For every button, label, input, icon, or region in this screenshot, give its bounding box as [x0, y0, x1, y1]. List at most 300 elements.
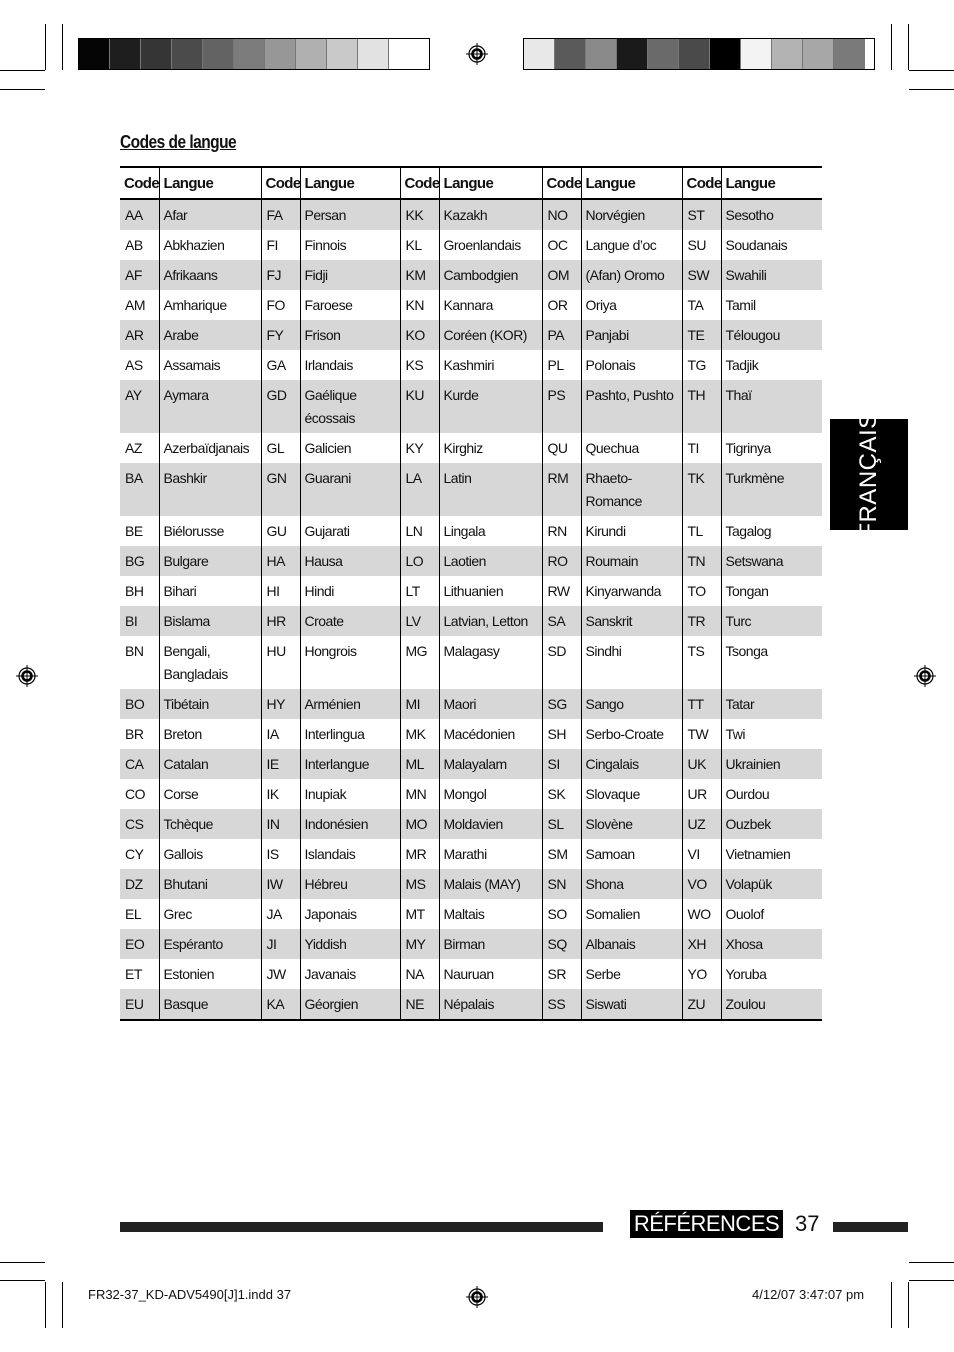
- language-name-cell: Turc: [721, 606, 822, 636]
- language-code-cell: BR: [120, 719, 159, 749]
- language-name-cell: Bengali, Bangladais: [159, 636, 261, 689]
- header-langue: Langue: [721, 167, 822, 199]
- print-slug-file: FR32-37_KD-ADV5490[J]1.indd 37: [88, 1287, 292, 1302]
- language-name-cell: Lingala: [439, 516, 542, 546]
- language-name-cell: Gujarati: [300, 516, 400, 546]
- language-code-cell: WO: [682, 899, 721, 929]
- language-code-cell: FO: [261, 290, 300, 320]
- language-code-cell: RN: [542, 516, 581, 546]
- language-name-cell: Gallois: [159, 839, 261, 869]
- header-code: Code: [400, 167, 439, 199]
- language-name-cell: Mongol: [439, 779, 542, 809]
- language-code-cell: AB: [120, 230, 159, 260]
- language-name-cell: Gaélique écossais: [300, 380, 400, 433]
- language-name-cell: Maori: [439, 689, 542, 719]
- color-swatch: [79, 39, 110, 69]
- language-code-cell: TK: [682, 463, 721, 516]
- color-bar-left: [78, 38, 430, 70]
- header-langue: Langue: [300, 167, 400, 199]
- language-code-cell: VI: [682, 839, 721, 869]
- language-name-cell: Ourdou: [725, 786, 770, 802]
- language-name-cell: Finnois: [300, 230, 400, 260]
- header-code: Code: [542, 167, 581, 199]
- language-code-cell: EU: [120, 989, 159, 1020]
- language-name-cell: Népalais: [439, 989, 542, 1020]
- crop-mark: [909, 89, 954, 90]
- language-name-cell: Polonais: [581, 350, 682, 380]
- color-swatch: [710, 39, 741, 69]
- registration-mark-icon: [466, 1286, 488, 1308]
- language-code-cell: ML: [400, 749, 439, 779]
- color-swatch: [524, 39, 555, 69]
- language-code-cell: AF: [120, 260, 159, 290]
- language-code-cell: BN: [120, 636, 159, 689]
- language-name-cell: Grec: [159, 899, 261, 929]
- language-code-cell: SK: [542, 779, 581, 809]
- language-name-cell: Marathi: [439, 839, 542, 869]
- language-code-cell: NE: [400, 989, 439, 1020]
- language-name-cell: Indonésien: [300, 809, 400, 839]
- language-code-cell: SI: [542, 749, 581, 779]
- language-name-cell: Yiddish: [300, 929, 400, 959]
- language-name-cell: Kurde: [439, 380, 542, 433]
- language-code-cell: TG: [682, 350, 721, 380]
- language-name-cell: Coréen (KOR): [439, 320, 542, 350]
- language-code-cell: IE: [261, 749, 300, 779]
- language-code-cell: KU: [400, 380, 439, 433]
- language-name-cell: Guarani: [300, 463, 400, 516]
- language-code-cell: SQ: [542, 929, 581, 959]
- crop-mark: [0, 1262, 45, 1263]
- language-name-cell: Sindhi: [581, 636, 682, 689]
- language-name-cell: Géorgien: [300, 989, 400, 1020]
- language-code-cell: SG: [542, 689, 581, 719]
- language-code-cell: TR: [682, 606, 721, 636]
- language-name-cell: Kinyarwanda: [581, 576, 682, 606]
- language-name-cell: Maltais: [439, 899, 542, 929]
- language-code-cell: KN: [400, 290, 439, 320]
- language-name-cell: Thaï: [721, 380, 822, 433]
- language-name-cell: Oriya: [581, 290, 682, 320]
- language-code-cell: SN: [542, 869, 581, 899]
- table-row: [120, 606, 822, 636]
- language-code-cell: TL: [682, 516, 721, 546]
- color-swatch: [110, 39, 141, 69]
- table-row: [120, 199, 822, 230]
- table-row: [120, 320, 822, 350]
- language-code-cell: JW: [261, 959, 300, 989]
- language-name-cell: Kannara: [439, 290, 542, 320]
- language-name-cell: Sanskrit: [581, 606, 682, 636]
- language-name-cell: Basque: [159, 989, 261, 1020]
- language-name-cell: Télougou: [721, 320, 822, 350]
- table-row: [120, 929, 822, 959]
- language-name-cell: Tamil: [725, 297, 756, 313]
- table-row: [120, 350, 822, 380]
- language-code-cell: SD: [542, 636, 581, 689]
- language-code-cell: SW: [682, 260, 721, 290]
- language-name-cell: Yoruba: [725, 966, 767, 982]
- footer-rule: [120, 1222, 603, 1232]
- language-name-cell: Kirghiz: [439, 433, 542, 463]
- language-code-cell: BA: [120, 463, 159, 516]
- language-name-cell: Amharique: [159, 290, 261, 320]
- color-swatch: [327, 39, 358, 69]
- language-name-cell: Kazakh: [439, 199, 542, 230]
- language-code-cell: RW: [542, 576, 581, 606]
- language-name-cell: Hongrois: [300, 636, 400, 689]
- language-name-cell: Hindi: [300, 576, 400, 606]
- language-name-cell: Catalan: [159, 749, 261, 779]
- table-row: [120, 380, 822, 433]
- language-code-cell: JA: [261, 899, 300, 929]
- language-code-cell: HY: [261, 689, 300, 719]
- language-name-cell: Langue d’oc: [581, 230, 682, 260]
- language-name-cell: Rhaeto-Romance: [581, 463, 682, 516]
- language-name-cell: Afrikaans: [159, 260, 261, 290]
- header-code: Code: [120, 167, 159, 199]
- table-row: [120, 749, 822, 779]
- language-code-cell: JI: [261, 929, 300, 959]
- table-row: [120, 959, 822, 989]
- language-code-cell: TH: [682, 380, 721, 433]
- language-code-cell: ST: [682, 199, 721, 230]
- language-code-cell: IS: [261, 839, 300, 869]
- language-code-cell: CO: [120, 779, 159, 809]
- language-code-cell: IK: [261, 779, 300, 809]
- language-side-tab: [830, 411, 908, 538]
- header-code: Code: [261, 167, 300, 199]
- language-name-cell: Swahili: [721, 260, 822, 290]
- language-name-cell: Somalien: [581, 899, 682, 929]
- language-name-cell: Biélorusse: [159, 516, 261, 546]
- crop-mark: [0, 89, 45, 90]
- language-name-cell: Tatar: [721, 689, 822, 719]
- table-row: [120, 899, 822, 929]
- language-code-cell: KY: [400, 433, 439, 463]
- crop-mark: [909, 1280, 954, 1281]
- language-name-cell: Bashkir: [159, 463, 261, 516]
- language-name-cell: Tongan: [725, 583, 769, 599]
- language-code-cell: QU: [542, 433, 581, 463]
- crop-mark: [891, 1282, 892, 1328]
- table-row: [120, 779, 822, 809]
- language-code-cell: BO: [120, 689, 159, 719]
- table-row: [120, 839, 822, 869]
- color-swatch: [203, 39, 234, 69]
- language-name-cell: Tchèque: [159, 809, 261, 839]
- language-code-cell: VO: [682, 869, 721, 899]
- crop-mark: [909, 1262, 954, 1263]
- language-name-cell: Azerbaïdjanais: [159, 433, 261, 463]
- language-name-cell: Estonien: [159, 959, 261, 989]
- language-code-cell: GD: [261, 380, 300, 433]
- language-name-cell: Inupiak: [300, 779, 400, 809]
- language-name-cell: Bislama: [159, 606, 261, 636]
- language-name-cell: Sesotho: [721, 199, 822, 230]
- header-code: Code: [682, 167, 721, 199]
- language-name-cell: Fidji: [300, 260, 400, 290]
- language-name-cell: Afar: [159, 199, 261, 230]
- language-code-cell: LN: [400, 516, 439, 546]
- language-name-cell: Ouzbek: [721, 809, 822, 839]
- language-code-cell: IN: [261, 809, 300, 839]
- language-name-cell: Macédonien: [439, 719, 542, 749]
- language-name-cell: Serbe: [581, 959, 682, 989]
- color-swatch: [265, 39, 296, 69]
- header-langue: Langue: [581, 167, 682, 199]
- registration-mark-icon: [914, 665, 936, 687]
- color-swatch: [741, 39, 772, 69]
- language-name-cell: Japonais: [300, 899, 400, 929]
- language-code-cell: IW: [261, 869, 300, 899]
- language-code-cell: KA: [261, 989, 300, 1020]
- color-swatch: [358, 39, 389, 69]
- color-swatch: [586, 39, 617, 69]
- table-row: [120, 463, 822, 516]
- language-code-cell: SO: [542, 899, 581, 929]
- language-name-cell: Frison: [300, 320, 400, 350]
- language-name-cell: Interlingua: [300, 719, 400, 749]
- language-code-cell: GN: [261, 463, 300, 516]
- language-code-cell: MI: [400, 689, 439, 719]
- language-code-cell: AY: [120, 380, 159, 433]
- language-code-cell: BH: [120, 576, 159, 606]
- language-name-cell: Cambodgien: [439, 260, 542, 290]
- table-row: [120, 636, 822, 689]
- crop-mark: [45, 1282, 46, 1328]
- language-code-cell: FA: [261, 199, 300, 230]
- language-name-cell: Bihari: [159, 576, 261, 606]
- language-name-cell: Corse: [159, 779, 261, 809]
- language-code-cell: SL: [542, 809, 581, 839]
- page-number: 37: [795, 1211, 820, 1236]
- language-name-cell: Setswana: [721, 546, 822, 576]
- language-name-cell: Croate: [300, 606, 400, 636]
- crop-mark: [891, 24, 892, 70]
- language-code-cell: TS: [682, 636, 721, 689]
- language-code-cell: KO: [400, 320, 439, 350]
- table-row: [120, 433, 822, 463]
- language-name-cell: Malayalam: [439, 749, 542, 779]
- language-code-cell: RO: [542, 546, 581, 576]
- registration-mark-icon: [466, 43, 488, 65]
- language-name-cell: Hébreu: [300, 869, 400, 899]
- language-code-cell: EO: [120, 929, 159, 959]
- table-row: [120, 719, 822, 749]
- language-name-cell: Twi: [725, 726, 745, 742]
- language-name-cell: Tsonga: [725, 643, 768, 659]
- language-code-cell: UZ: [682, 809, 721, 839]
- language-code-cell: TO: [682, 576, 721, 606]
- language-code-cell: TE: [682, 320, 721, 350]
- language-code-cell: PA: [542, 320, 581, 350]
- language-code-cell: HR: [261, 606, 300, 636]
- table-row: [120, 576, 822, 606]
- language-name-cell: Latin: [439, 463, 542, 516]
- language-code-cell: TT: [682, 689, 721, 719]
- language-code-cell: RM: [542, 463, 581, 516]
- color-swatch: [555, 39, 586, 69]
- language-code-cell: LO: [400, 546, 439, 576]
- print-slug-date: 4/12/07 3:47:07 pm: [752, 1287, 865, 1302]
- language-name-cell: Albanais: [581, 929, 682, 959]
- language-code-cell: GL: [261, 433, 300, 463]
- language-code-cell: LV: [400, 606, 439, 636]
- table-row: [120, 869, 822, 899]
- language-code-cell: UR: [682, 779, 721, 809]
- table-row: [120, 516, 822, 546]
- side-tab-label: FRANÇAIS: [855, 411, 882, 538]
- language-name-cell: Interlangue: [300, 749, 400, 779]
- language-code-cell: BI: [120, 606, 159, 636]
- color-swatch: [679, 39, 710, 69]
- language-code-cell: FY: [261, 320, 300, 350]
- language-code-cell: BE: [120, 516, 159, 546]
- language-name-cell: Javanais: [300, 959, 400, 989]
- language-name-cell: Aymara: [159, 380, 261, 433]
- language-name-cell: Galicien: [300, 433, 400, 463]
- language-code-cell: PL: [542, 350, 581, 380]
- language-code-cell: MG: [400, 636, 439, 689]
- language-code-cell: SM: [542, 839, 581, 869]
- language-code-cell: GA: [261, 350, 300, 380]
- language-code-cell: CS: [120, 809, 159, 839]
- language-code-cell: TN: [682, 546, 721, 576]
- language-code-cell: EL: [120, 899, 159, 929]
- language-code-cell: TI: [682, 433, 721, 463]
- language-code-cell: ET: [120, 959, 159, 989]
- language-code-cell: AM: [120, 290, 159, 320]
- language-code-cell: SU: [682, 230, 721, 260]
- language-code-table: [120, 166, 822, 1021]
- section-label: RÉFÉRENCES: [630, 1210, 783, 1238]
- language-code-cell: LA: [400, 463, 439, 516]
- language-code-cell: PS: [542, 380, 581, 433]
- language-code-cell: YO: [682, 959, 721, 989]
- color-swatch: [803, 39, 834, 69]
- language-code-cell: MR: [400, 839, 439, 869]
- language-code-cell: NO: [542, 199, 581, 230]
- language-name-cell: Groenlandais: [439, 230, 542, 260]
- language-code-cell: UK: [682, 749, 721, 779]
- language-name-cell: Breton: [159, 719, 261, 749]
- table-header-row: [120, 167, 822, 199]
- language-name-cell: Malagasy: [439, 636, 542, 689]
- language-name-cell: Tagalog: [725, 523, 772, 539]
- color-swatch: [234, 39, 265, 69]
- language-code-cell: AZ: [120, 433, 159, 463]
- crop-mark: [908, 24, 909, 70]
- language-code-cell: CY: [120, 839, 159, 869]
- language-name-cell: Persan: [300, 199, 400, 230]
- language-name-cell: Serbo-Croate: [581, 719, 682, 749]
- language-code-cell: XH: [682, 929, 721, 959]
- language-name-cell: Pashto, Pushto: [581, 380, 682, 433]
- language-name-cell: Espéranto: [159, 929, 261, 959]
- color-swatch: [648, 39, 679, 69]
- table-row: [120, 230, 822, 260]
- language-code-cell: SH: [542, 719, 581, 749]
- table-row: [120, 689, 822, 719]
- language-name-cell: Kirundi: [581, 516, 682, 546]
- language-code-cell: GU: [261, 516, 300, 546]
- language-code-cell: IA: [261, 719, 300, 749]
- language-name-cell: Arménien: [300, 689, 400, 719]
- language-name-cell: Samoan: [581, 839, 682, 869]
- header-langue: Langue: [159, 167, 261, 199]
- language-code-cell: HU: [261, 636, 300, 689]
- language-name-cell: Tadjik: [725, 357, 759, 373]
- language-code-cell: KL: [400, 230, 439, 260]
- registration-mark-icon: [16, 665, 38, 687]
- language-code-cell: BG: [120, 546, 159, 576]
- language-name-cell: Soudanais: [725, 237, 788, 253]
- language-code-cell: MS: [400, 869, 439, 899]
- language-name-cell: Xhosa: [721, 929, 822, 959]
- language-code-cell: OC: [542, 230, 581, 260]
- language-name-cell: Quechua: [581, 433, 682, 463]
- language-name-cell: Zoulou: [721, 989, 822, 1020]
- language-code-cell: MT: [400, 899, 439, 929]
- language-code-cell: SA: [542, 606, 581, 636]
- crop-mark: [62, 24, 63, 70]
- language-code-cell: FJ: [261, 260, 300, 290]
- language-name-cell: Ouolof: [725, 906, 764, 922]
- color-swatch: [617, 39, 648, 69]
- language-name-cell: Siswati: [581, 989, 682, 1020]
- language-code-cell: DZ: [120, 869, 159, 899]
- language-name-cell: Ukrainien: [721, 749, 822, 779]
- language-code-cell: MO: [400, 809, 439, 839]
- language-name-cell: Volapük: [721, 869, 822, 899]
- language-name-cell: Assamais: [159, 350, 261, 380]
- footer-rule: [833, 1222, 908, 1232]
- table-row: [120, 260, 822, 290]
- language-code-cell: KS: [400, 350, 439, 380]
- language-name-cell: Turkmène: [721, 463, 822, 516]
- language-code-cell: AA: [120, 199, 159, 230]
- header-langue: Langue: [439, 167, 542, 199]
- language-name-cell: (Afan) Oromo: [581, 260, 682, 290]
- language-code-cell: CA: [120, 749, 159, 779]
- language-name-cell: Cingalais: [581, 749, 682, 779]
- language-name-cell: Malais (MAY): [439, 869, 542, 899]
- language-name-cell: Arabe: [159, 320, 261, 350]
- page-title: Codes de langue: [120, 132, 237, 152]
- language-name-cell: Kashmiri: [439, 350, 542, 380]
- language-name-cell: Islandais: [300, 839, 400, 869]
- color-swatch: [296, 39, 327, 69]
- language-code-cell: AR: [120, 320, 159, 350]
- language-code-cell: TA: [682, 290, 721, 320]
- crop-mark: [0, 1280, 45, 1281]
- language-name-cell: Birman: [439, 929, 542, 959]
- language-name-cell: Hausa: [300, 546, 400, 576]
- color-bar-right: [523, 38, 875, 70]
- crop-mark: [0, 70, 45, 71]
- language-code-cell: HI: [261, 576, 300, 606]
- language-name-cell: Slovaque: [581, 779, 682, 809]
- language-name-cell: Bulgare: [159, 546, 261, 576]
- language-name-cell: Irlandais: [300, 350, 400, 380]
- table-row: [120, 290, 822, 320]
- language-code-cell: MY: [400, 929, 439, 959]
- table-row: [120, 546, 822, 576]
- language-code-cell: KK: [400, 199, 439, 230]
- language-name-cell: Panjabi: [581, 320, 682, 350]
- language-name-cell: Roumain: [581, 546, 682, 576]
